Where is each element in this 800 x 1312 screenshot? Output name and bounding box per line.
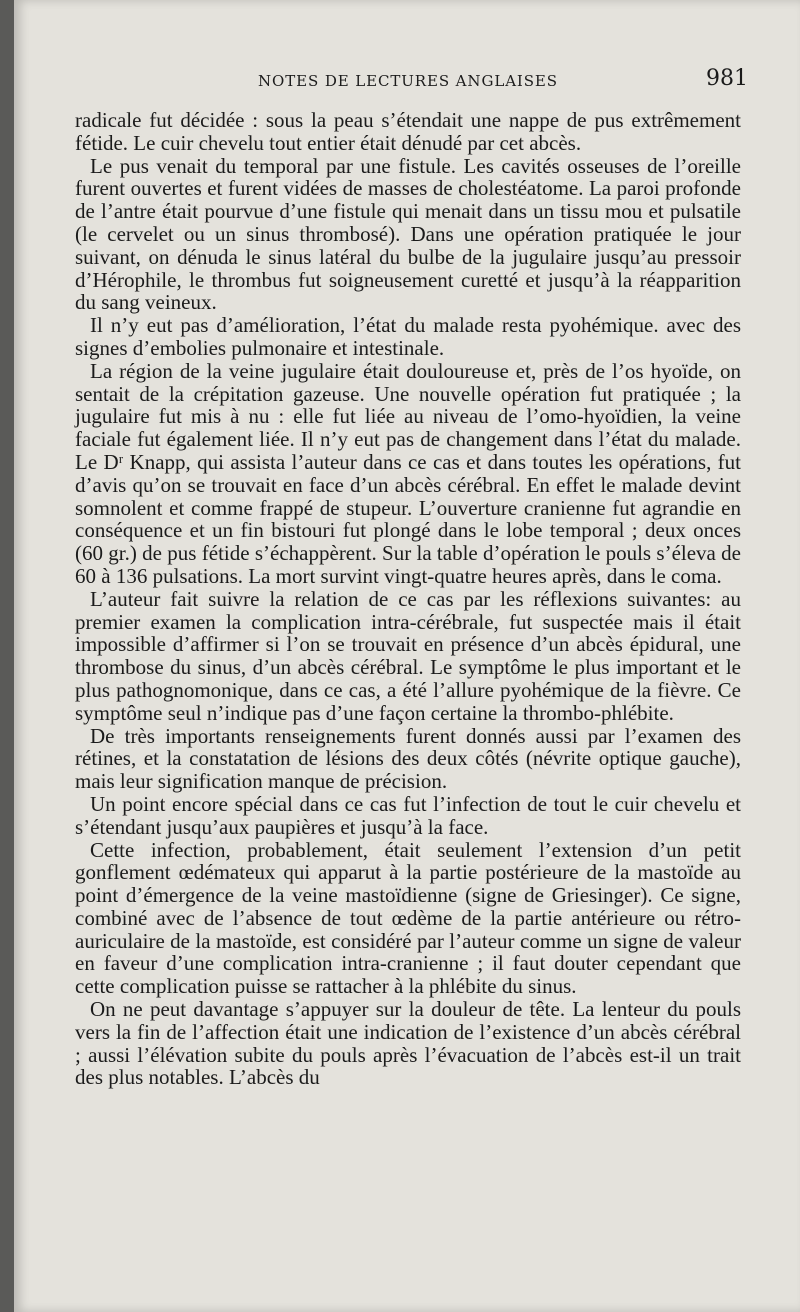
paragraph: Un point encore spécial dans ce cas fut l’infection de tout le cuir chevelu et s’étendant jusqu’aux paupières et jusqu’à la face. xyxy=(75,791,741,839)
paragraph: radicale fut décidée : sous la peau s’étendait une nappe de pus extrêmement fétide. Le cuir chevelu tout entier était dénudé par cet abcès. xyxy=(75,108,741,155)
running-title: NOTES DE LECTURES ANGLAISES xyxy=(258,72,558,90)
paragraph: Cette infection, probablement, était seulement l’extension d’un petit gonflement œdémateux qui apparut à la partie postérieure de la mastoïde au point d’émergence de la veine mastoïdienne (signe de Griesinger). Ce signe, combiné avec de l’absence de tout œdème de la partie antérieure ou rétro-auriculaire de la mastoïde, est considéré par l’auteur comme un signe de valeur en faveur d’une complication intra-cranienne ; il faut douter cependant que cette complication puisse se rattacher à la phlébite du sinus. xyxy=(75,837,741,999)
paragraph: De très importants renseignements furent donnés aussi par l’examen des rétines, et la constatation de lésions des deux côtés (névrite optique gauche), mais leur signification manque de précision. xyxy=(75,723,741,794)
paragraph: La région de la veine jugulaire était douloureuse et, près de l’os hyoïde, on sentait de la crépitation gazeuse. Une nouvelle opération fut pratiquée ; la jugulaire fut mis à nu : elle fut liée au niveau de l’omo-hyoïdien, la veine faciale fut également liée. Il n’y eut pas de changement dans l’état du malade. Le Dʳ Knapp, qui assista l’auteur dans ce cas et dans toutes les opérations, fut d’avis qu’on se trouvait en face d’un abcès cérébral. En effet le malade devint somnolent et comme frappé de stupeur. L’ouverture cranienne fut agrandie en conséquence et un fin bistouri fut plongé dans le lobe temporal ; deux onces (60 gr.) de pus fétide s’échappèrent. Sur la table d’opération le pouls s’éleva de 60 à 136 pulsations. La mort survint vingt-quatre heures après, dans le coma. xyxy=(75,358,741,588)
body-text xyxy=(75,109,741,1089)
page-number: 981 xyxy=(706,66,748,91)
paragraph: L’auteur fait suivre la relation de ce cas par les réflexions suivantes: au premier examen la complication intra-cérébrale, fut suspectée mais il était impossible d’affirmer si l’on se trouvait en présence d’un abcès épidural, une thrombose du sinus, d’un abcès cérébral. Le symptôme le plus important et le plus pathognomonique, dans ce cas, a été l’allure pyohémique de la fièvre. Ce symptôme seul n’indique pas d’une façon certaine la thrombo-phlébite. xyxy=(75,586,741,725)
paragraph: Le pus venait du temporal par une fistule. Les cavités osseuses de l’oreille furent ouvertes et furent vidées de masses de cholestéatome. La paroi profonde de l’antre était pourvue d’une fistule qui menait dans un tissu mou et pulsatile (le cervelet ou un sinus thrombosé). Dans une opération pratiquée le jour suivant, on dénuda le sinus latéral du bulbe de la jugulaire jusqu’au pressoir d’Hérophile, le thrombus fut soigneusement curetté et jusqu’à la réapparition du sang veineux. xyxy=(75,153,741,315)
paragraph: Il n’y eut pas d’amélioration, l’état du malade resta pyohémique. avec des signes d’embolies pulmonaire et intestinale. xyxy=(75,313,741,360)
paragraph: On ne peut davantage s’appuyer sur la douleur de tête. La lenteur du pouls vers la fin de l’affection était une indication de l’existence d’un abcès cérébral ; aussi l’élévation subite du pouls après l’évacuation de l’abcès est-il un trait des plus notables. L’abcès du xyxy=(75,997,741,1090)
book-page xyxy=(14,0,800,1312)
page-header xyxy=(14,66,800,100)
